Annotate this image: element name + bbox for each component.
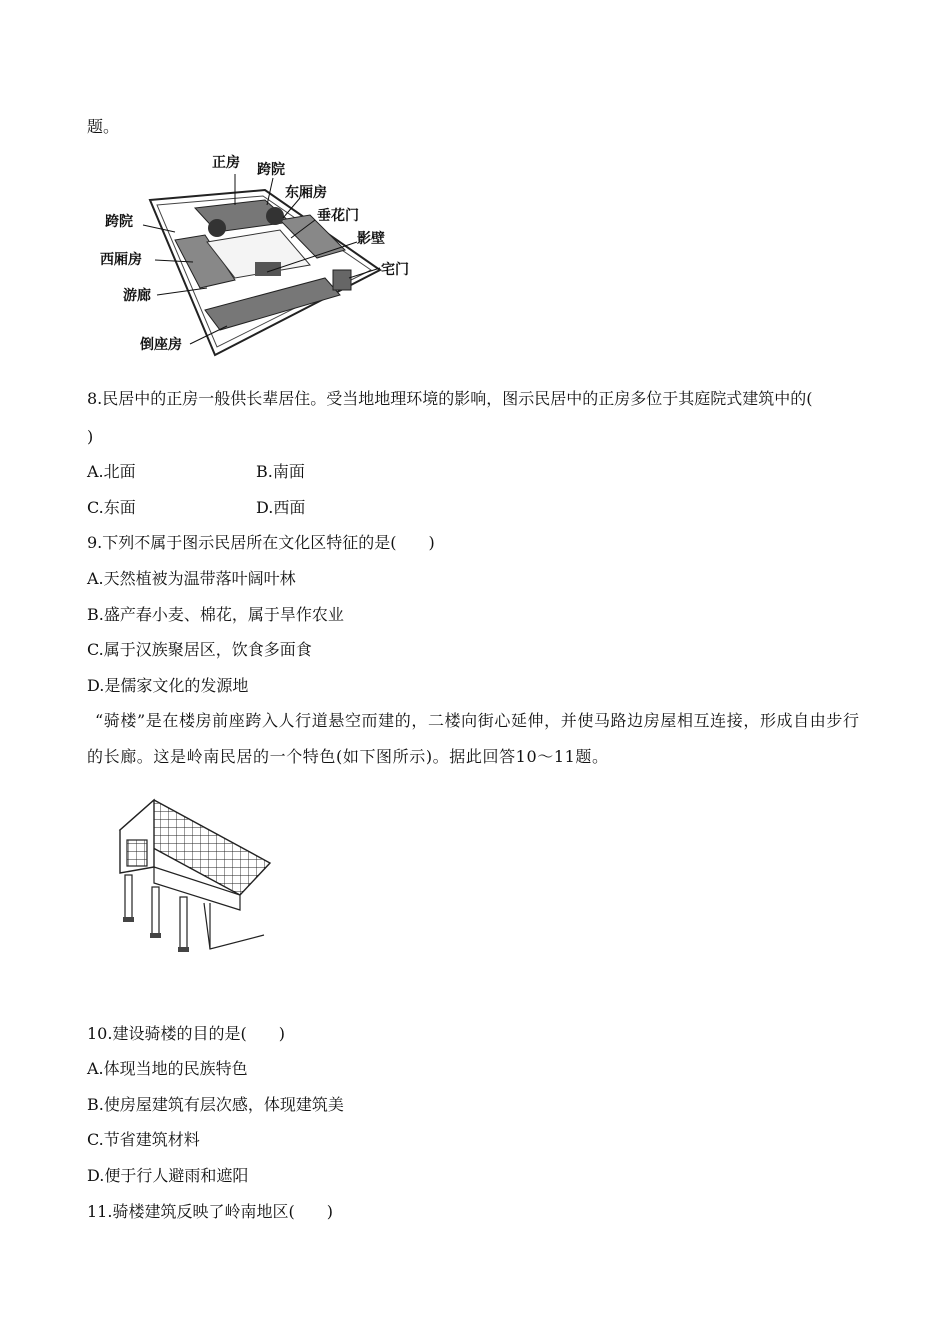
q10-stem: 10.建设骑楼的目的是( )	[87, 1024, 285, 1043]
label-zhaimen: 宅门	[381, 262, 409, 278]
label-dongxiangfang: 东厢房	[285, 185, 327, 201]
qilou-column	[152, 887, 159, 935]
tree	[208, 219, 226, 237]
qilou-ground-wall	[204, 903, 264, 949]
q10-option-b: B.使房屋建筑有层次感，体现建筑美	[87, 1095, 344, 1114]
qilou-diagram	[112, 795, 272, 960]
label-xixiangfang: 西厢房	[100, 252, 142, 268]
label-daozuofang: 倒座房	[140, 337, 182, 353]
label-chuihuamen: 垂花门	[317, 208, 359, 224]
siheyuan-diagram	[95, 150, 425, 365]
q9-option-b: B.盛产春小麦、棉花，属于旱作农业	[87, 605, 344, 624]
q8-option-b: B.南面	[256, 462, 305, 481]
q8-stem: 8.民居中的正房一般供长辈居住。受当地地理环境的影响，图示民居中的正房多位于其庭院式建筑中的(	[87, 389, 813, 408]
label-zhengfang: 正房	[212, 155, 240, 171]
label-kuayuan-left: 跨院	[105, 214, 133, 230]
q8-stem-close: )	[87, 427, 94, 446]
q9-stem: 9.下列不属于图示民居所在文化区特征的是( )	[87, 533, 435, 552]
intro-tail: 题。	[87, 117, 120, 136]
q8-option-d: D.西面	[256, 498, 306, 517]
q9-option-a: A.天然植被为温带落叶阔叶林	[87, 569, 296, 588]
qilou-passage: “骑楼”是在楼房前座跨入人行道悬空而建的，二楼向街心延伸，并使马路边房屋相互连接，形成自由步行的长廊。这是岭南民居的一个特色(如下图所示)。据此回答10～11题。	[87, 711, 860, 766]
tree	[266, 207, 284, 225]
q10-option-a: A.体现当地的民族特色	[87, 1059, 248, 1078]
qilou-window	[127, 840, 147, 866]
zhaimen-gate	[333, 270, 351, 290]
qilou-column	[125, 875, 132, 919]
qilou-column	[180, 897, 187, 949]
q10-option-d: D.便于行人避雨和遮阳	[87, 1166, 249, 1185]
q9-option-d: D.是儒家文化的发源地	[87, 676, 249, 695]
label-youlang: 游廊	[123, 288, 151, 304]
label-yingbi: 影壁	[357, 231, 385, 247]
q10-option-c: C.节省建筑材料	[87, 1130, 200, 1149]
label-kuayuan-top: 跨院	[257, 162, 285, 178]
q9-option-c: C.属于汉族聚居区，饮食多面食	[87, 640, 312, 659]
daozuofang-roof	[205, 278, 340, 330]
q8-option-c: C.东面	[87, 498, 136, 517]
q11-stem: 11.骑楼建筑反映了岭南地区( )	[87, 1202, 333, 1221]
q8-option-a: A.北面	[87, 462, 136, 481]
